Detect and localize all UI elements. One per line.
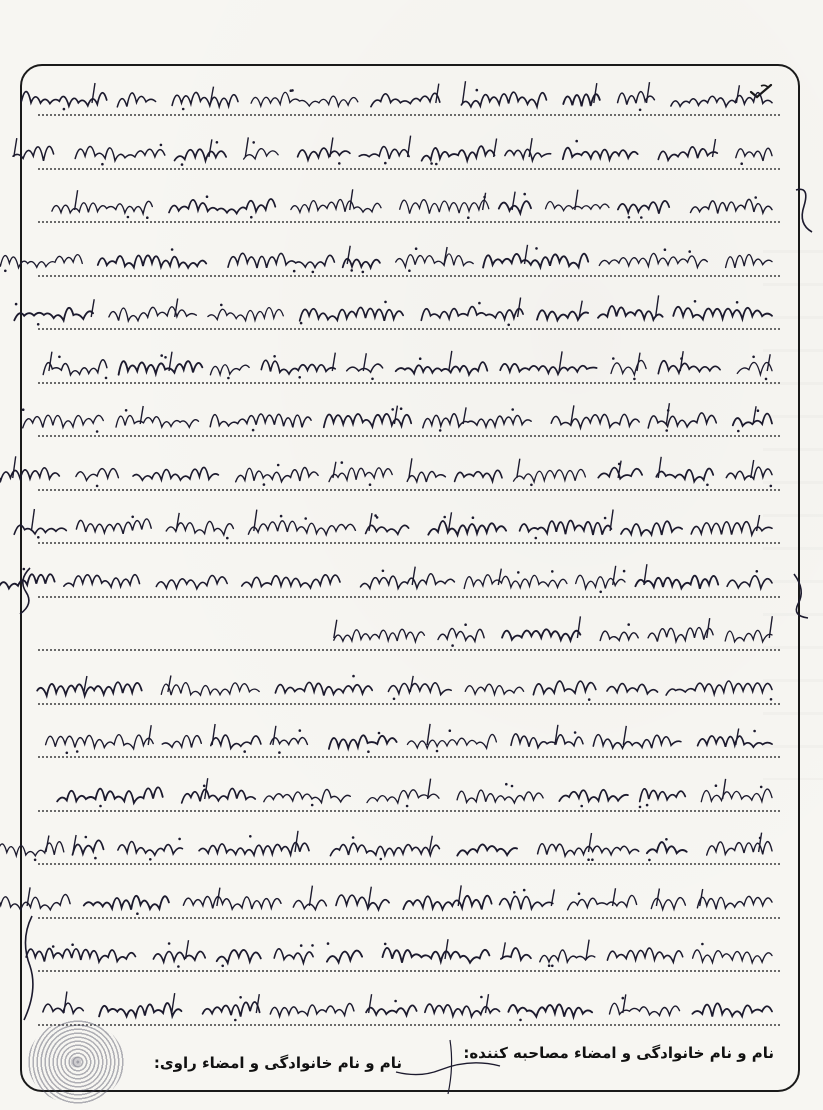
handwriting-stroke xyxy=(44,79,778,113)
dotted-rule xyxy=(38,114,780,116)
signature-stroke xyxy=(390,1036,510,1096)
handwritten-line xyxy=(30,819,788,871)
handwriting-stroke xyxy=(44,240,778,274)
handwritten-line xyxy=(30,284,788,336)
handwritten-line xyxy=(30,177,788,229)
interviewer-signature-label: نام و نام خانوادگی و امضاء مصاحبه کننده: xyxy=(463,1044,774,1062)
fingerprint-stamp xyxy=(28,1020,124,1104)
handwriting-stroke xyxy=(44,882,778,916)
handwriting-stroke xyxy=(44,347,778,381)
handwriting-stroke xyxy=(44,775,778,809)
margin-scribble-left-2 xyxy=(0,910,40,1030)
dotted-rule xyxy=(38,970,780,972)
handwritten-line xyxy=(30,70,788,122)
handwritten-line xyxy=(30,712,788,764)
handwritten-line xyxy=(30,445,788,497)
handwriting-stroke xyxy=(44,989,778,1023)
dotted-rule xyxy=(38,649,780,651)
signature-area xyxy=(20,1030,800,1090)
handwritten-line xyxy=(30,873,788,925)
handwriting-stroke xyxy=(44,668,778,702)
dotted-rule xyxy=(38,382,780,384)
handwriting-stroke xyxy=(44,133,778,167)
handwriting-stroke xyxy=(44,507,778,541)
handwriting-stroke xyxy=(44,935,778,969)
handwritten-line xyxy=(30,926,788,978)
handwritten-line xyxy=(30,980,788,1032)
dotted-rule xyxy=(38,542,780,544)
handwriting-stroke xyxy=(44,561,778,595)
dotted-rule xyxy=(38,917,780,919)
dotted-rule xyxy=(38,435,780,437)
dotted-rule xyxy=(38,221,780,223)
dotted-rule xyxy=(38,703,780,705)
handwriting-stroke xyxy=(44,614,778,648)
handwritten-line xyxy=(30,391,788,443)
handwriting-stroke xyxy=(44,400,778,434)
handwriting-stroke xyxy=(44,186,778,220)
handwritten-line xyxy=(30,338,788,390)
dotted-rule xyxy=(38,596,780,598)
handwritten-line xyxy=(30,498,788,550)
dotted-rule xyxy=(38,810,780,812)
handwriting-stroke xyxy=(44,454,778,488)
dotted-rule xyxy=(38,1024,780,1026)
handwritten-line xyxy=(30,766,788,818)
handwriting-stroke xyxy=(44,293,778,327)
margin-scribble-left xyxy=(0,560,40,620)
handwritten-lines xyxy=(30,70,788,1030)
narrator-signature-label: نام و نام خانوادگی و امضاء راوی: xyxy=(153,1054,402,1072)
margin-scribble-right xyxy=(790,180,823,240)
handwritten-line xyxy=(30,552,788,604)
dotted-rule xyxy=(38,756,780,758)
handwritten-line xyxy=(30,124,788,176)
dotted-rule xyxy=(38,328,780,330)
dotted-rule xyxy=(38,168,780,170)
dotted-rule xyxy=(38,489,780,491)
handwriting-stroke xyxy=(44,828,778,862)
dotted-rule xyxy=(38,863,780,865)
handwritten-line xyxy=(30,659,788,711)
handwritten-line xyxy=(30,605,788,657)
handwritten-line xyxy=(30,231,788,283)
dotted-rule xyxy=(38,275,780,277)
margin-scribble-right-2 xyxy=(790,560,823,620)
handwriting-stroke xyxy=(44,721,778,755)
